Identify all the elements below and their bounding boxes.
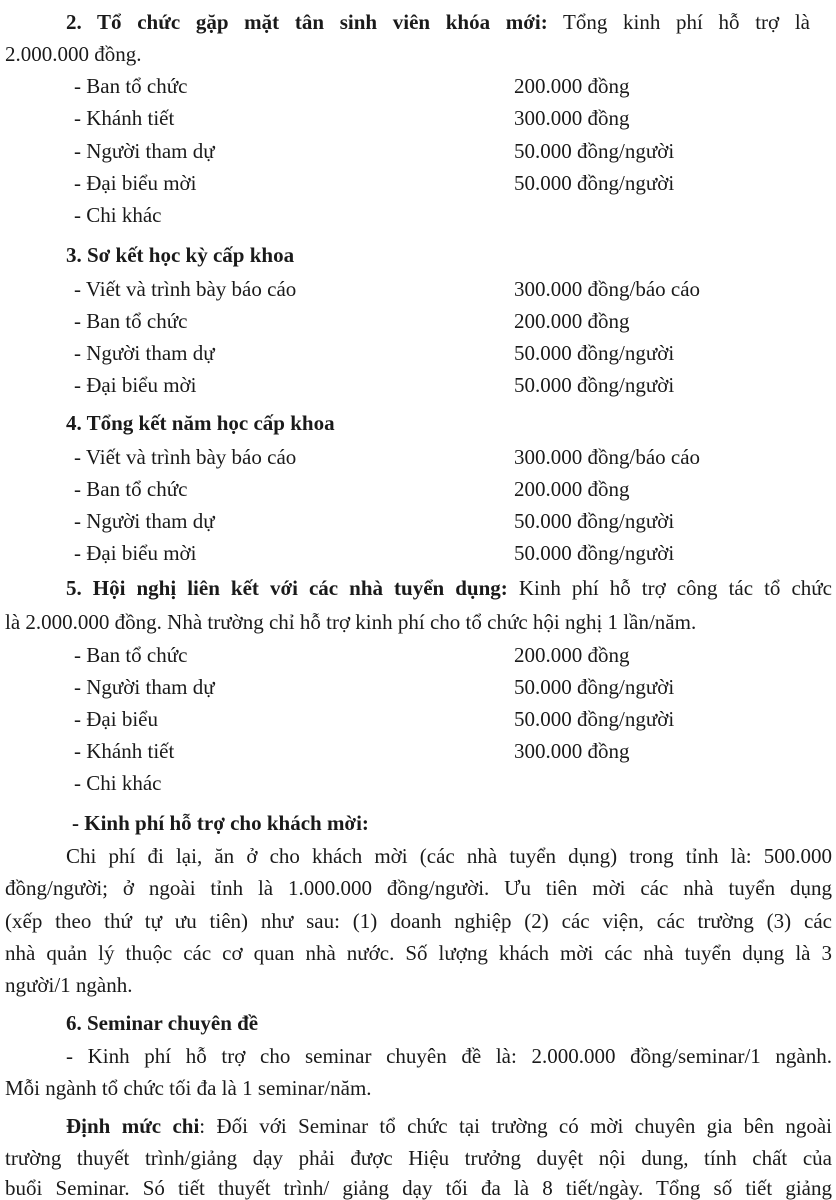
section-3-title: 3. Sơ kết học kỳ cấp khoa <box>66 243 295 267</box>
guest-heading: - Kinh phí hỗ trợ cho khách mời: <box>72 811 369 835</box>
section-2-title: 2. Tổ chức gặp mặt tân sinh viên khóa mới: <box>66 10 548 34</box>
list-item-label: - Chi khác <box>74 203 162 227</box>
list-item-amount: 200.000 đồng <box>514 643 630 667</box>
list-item-amount: 200.000 đồng <box>514 74 630 98</box>
section-5-title: 5. Hội nghị liên kết với các nhà tuyển dụng: <box>66 576 508 600</box>
norm-first: : Đối với Seminar tổ chức tại trường có mời chuyên gia bên ngoài <box>199 1114 832 1138</box>
list-item-label: - Khánh tiết <box>74 106 175 130</box>
section-5-intro-cont: là 2.000.000 đồng. Nhà trường chỉ hỗ trợ kinh phí cho tổ chức hội nghị 1 lần/năm. <box>5 610 697 634</box>
list-item-label: - Viết và trình bày báo cáo <box>74 445 297 469</box>
list-item-label: - Ban tổ chức <box>74 643 188 667</box>
norm-paragraph-line: buổi Seminar. Só tiết thuyết trình/ giảng dạy tối đa là 8 tiết/ngày. Tổng số tiết giảng <box>5 1176 832 1200</box>
list-item-label: - Đại biểu mời <box>74 373 197 397</box>
list-item-amount: 200.000 đồng <box>514 309 630 333</box>
list-item-amount: 50.000 đồng/người <box>514 541 675 565</box>
section-6-line: - Kinh phí hỗ trợ cho seminar chuyên đề là: 2.000.000 đồng/seminar/1 ngành. <box>66 1044 832 1068</box>
list-item-label: - Chi khác <box>74 771 162 795</box>
list-item-label: - Đại biểu mời <box>74 171 197 195</box>
list-item-label: - Đại biểu mời <box>74 541 197 565</box>
section-4-title: 4. Tổng kết năm học cấp khoa <box>66 411 335 435</box>
list-item-amount: 200.000 đồng <box>514 477 630 501</box>
section-6-title: 6. Seminar chuyên đề <box>66 1011 259 1035</box>
list-item-label: - Viết và trình bày báo cáo <box>74 277 297 301</box>
list-item-amount: 50.000 đồng/người <box>514 675 675 699</box>
list-item-amount: 50.000 đồng/người <box>514 341 675 365</box>
list-item-amount: 50.000 đồng/người <box>514 171 675 195</box>
section-5-intro: Kinh phí hỗ trợ công tác tổ chức <box>507 576 832 600</box>
list-item-amount: 300.000 đồng/báo cáo <box>514 277 701 301</box>
list-item-amount: 50.000 đồng/người <box>514 373 675 397</box>
list-item-amount: 50.000 đồng/người <box>514 707 675 731</box>
guest-paragraph-line: người/1 ngành. <box>5 973 133 997</box>
list-item-label: - Khánh tiết <box>74 739 175 763</box>
list-item-amount: 300.000 đồng <box>514 106 630 130</box>
section-2-intro-cont: 2.000.000 đồng. <box>5 42 142 66</box>
list-item-amount: 300.000 đồng <box>514 739 630 763</box>
guest-paragraph-line: nhà quản lý thuộc các cơ quan nhà nước. Số lượng khách mời các nhà tuyển dụng là 3 <box>5 941 832 965</box>
section-2-intro: Tổng kinh phí hỗ trợ là <box>547 10 810 34</box>
section-5-line <box>66 578 832 599</box>
norm-label: Định mức chi <box>66 1114 200 1138</box>
list-item-label: - Ban tổ chức <box>74 74 188 98</box>
list-item-label: - Người tham dự <box>74 675 215 699</box>
list-item-amount: 300.000 đồng/báo cáo <box>514 445 701 469</box>
guest-paragraph-line: Chi phí đi lại, ăn ở cho khách mời (các nhà tuyển dụng) trong tỉnh là: 500.000 <box>66 844 832 868</box>
list-item-label: - Ban tổ chức <box>74 477 188 501</box>
norm-line <box>66 1116 832 1137</box>
list-item-label: - Đại biểu <box>74 707 158 731</box>
list-item-label: - Người tham dự <box>74 139 215 163</box>
list-item-label: - Người tham dự <box>74 341 215 365</box>
norm-paragraph-line: trường thuyết trình/giảng dạy phải được Hiệu trưởng duyệt nội dung, tính chất của <box>5 1146 832 1170</box>
list-item-label: - Người tham dự <box>74 509 215 533</box>
list-item-amount: 50.000 đồng/người <box>514 139 675 163</box>
list-item-amount: 50.000 đồng/người <box>514 509 675 533</box>
list-item-label: - Ban tổ chức <box>74 309 188 333</box>
section-2-line <box>66 12 810 33</box>
guest-paragraph-line: đồng/người; ở ngoài tỉnh là 1.000.000 đồng/người. Ưu tiên mời các nhà tuyển dụng <box>5 876 832 900</box>
guest-paragraph-line: (xếp theo thứ tự ưu tiên) như sau: (1) doanh nghiệp (2) các viện, các trường (3) các <box>5 909 832 933</box>
section-6-line: Mỗi ngành tổ chức tối đa là 1 seminar/năm. <box>5 1076 372 1100</box>
